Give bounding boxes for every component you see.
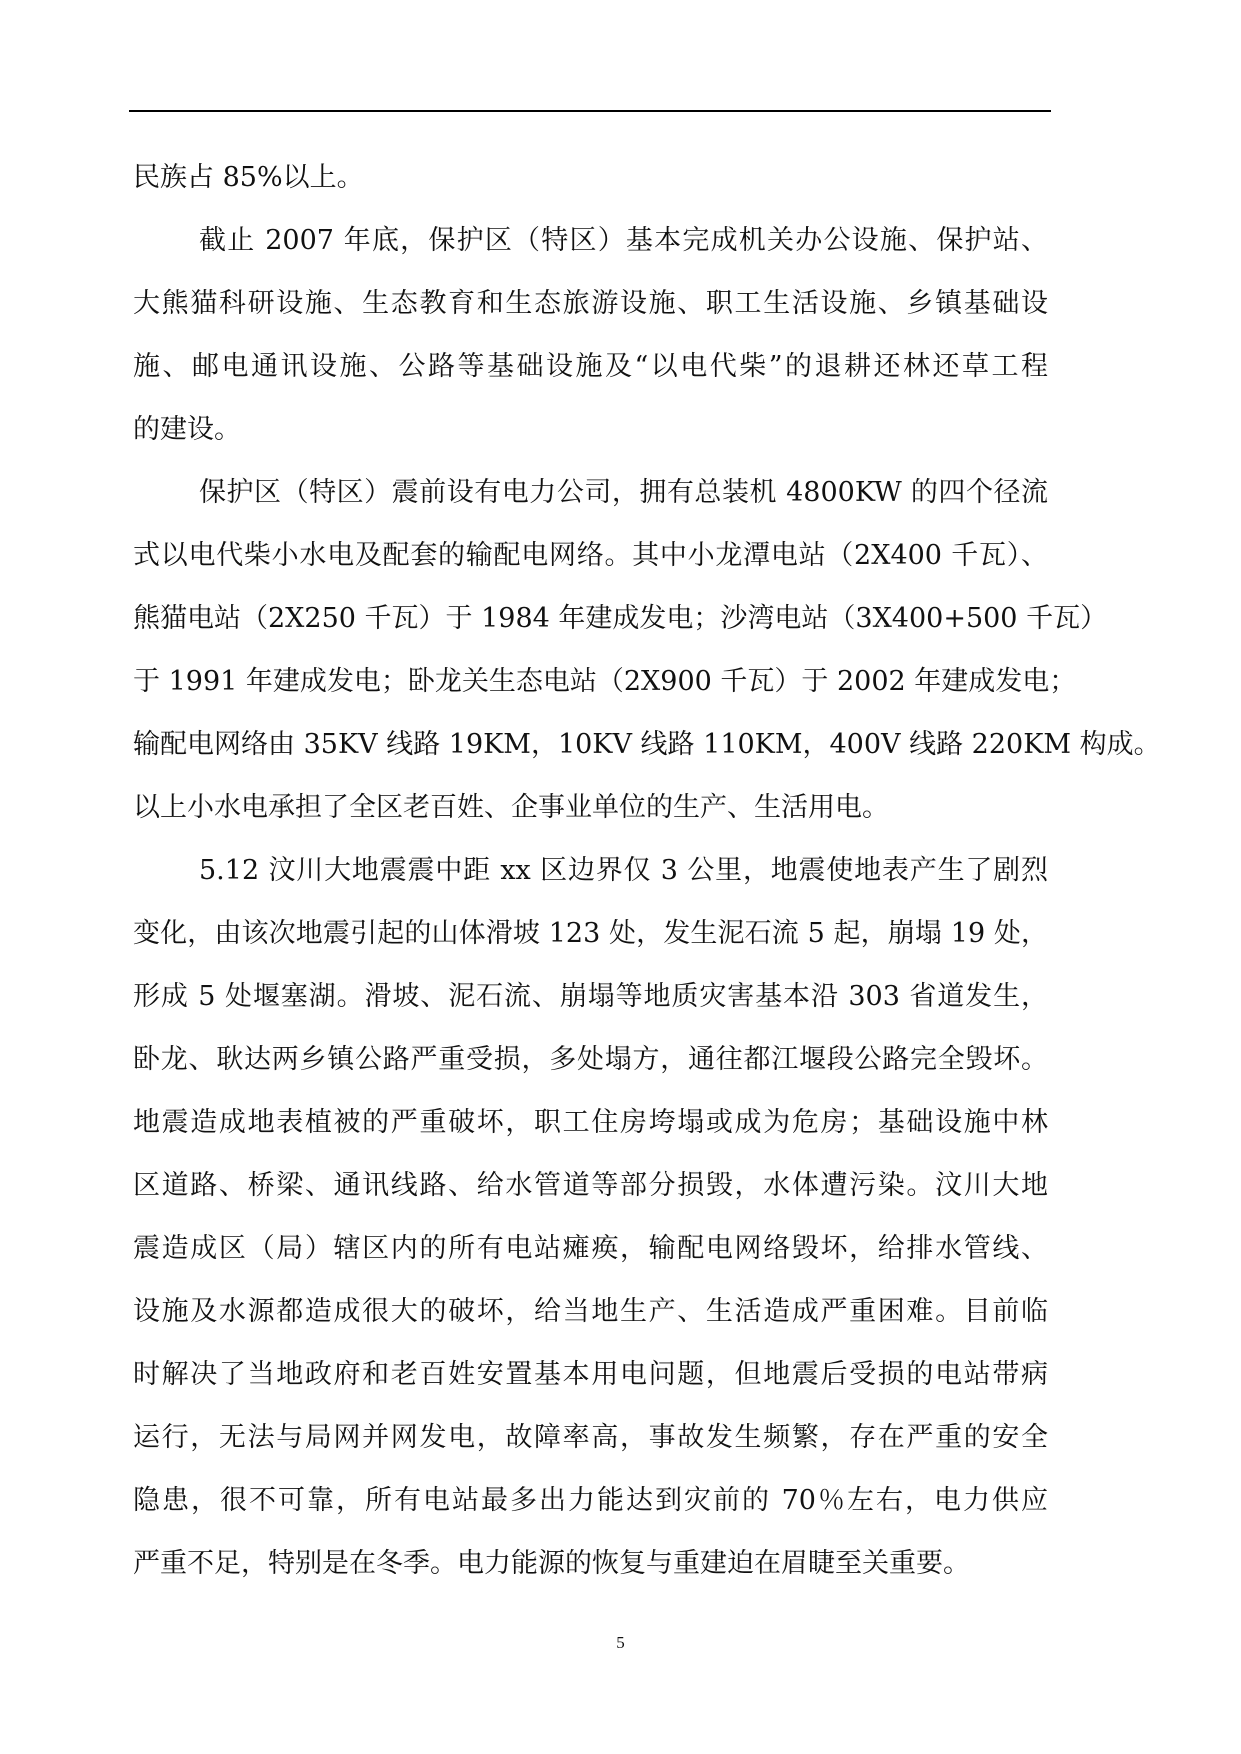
paragraph-start-line: 5.12 汶川大地震震中距 xx 区边界仅 3 公里，地震使地表产生了剧烈 [199, 855, 1048, 886]
text-line: 熊猫电站（2X250 千瓦）于 1984 年建成发电；沙湾电站（3X400+500 千瓦） [133, 603, 1108, 634]
text-line: 的建设。 [133, 414, 241, 445]
page-number: 5 [616, 1633, 625, 1652]
text-line: 于 1991 年建成发电；卧龙关生态电站（2X900 千瓦）于 2002 年建成发电； [133, 666, 1077, 697]
text-line: 严重不足，特别是在冬季。电力能源的恢复与重建迫在眉睫至关重要。 [133, 1548, 970, 1579]
text-line: 设施及水源都造成很大的破坏，给当地生产、生活造成严重困难。目前临 [133, 1296, 1048, 1327]
document-body [133, 160, 1161, 1609]
text-line: 施、邮电通讯设施、公路等基础设施及“以电代柴”的退耕还林还草工程 [133, 351, 1048, 382]
text-line: 地震造成地表植被的严重破坏，职工住房垮塌或成为危房；基础设施中林 [133, 1107, 1048, 1138]
text-line: 输配电网络由 35KV 线路 19KM，10KV 线路 110KM，400V 线路 220KM 构成。 [133, 729, 1161, 760]
paragraph-start-line: 保护区（特区）震前设有电力公司，拥有总装机 4800KW 的四个径流 [199, 477, 1048, 508]
text-line: 变化，由该次地震引起的山体滑坡 123 处，发生泥石流 5 起，崩塌 19 处， [133, 918, 1048, 949]
text-line: 民族占 85%以上。 [133, 162, 364, 193]
text-line: 区道路、桥梁、通讯线路、给水管道等部分损毁，水体遭污染。汶川大地 [133, 1170, 1048, 1201]
text-line: 震造成区（局）辖区内的所有电站瘫痪，输配电网络毁坏，给排水管线、 [133, 1233, 1048, 1264]
text-line: 以上小水电承担了全区老百姓、企事业单位的生产、生活用电。 [133, 792, 889, 823]
text-line: 隐患，很不可靠，所有电站最多出力能达到灾前的 70％左右，电力供应 [133, 1485, 1048, 1516]
text-line: 大熊猫科研设施、生态教育和生态旅游设施、职工生活设施、乡镇基础设 [133, 288, 1048, 319]
text-line: 式以电代柴小水电及配套的输配电网络。其中小龙潭电站（2X400 千瓦）、 [133, 540, 1048, 571]
header-rule [129, 110, 1051, 112]
text-line: 形成 5 处堰塞湖。滑坡、泥石流、崩塌等地质灾害基本沿 303 省道发生， [133, 981, 1048, 1012]
text-line: 卧龙、耿达两乡镇公路严重受损，多处塌方，通往都江堰段公路完全毁坏。 [133, 1044, 1048, 1075]
text-line: 时解决了当地政府和老百姓安置基本用电问题，但地震后受损的电站带病 [133, 1359, 1048, 1390]
paragraph-start-line: 截止 2007 年底，保护区（特区）基本完成机关办公设施、保护站、 [199, 225, 1048, 256]
text-line: 运行，无法与局网并网发电，故障率高，事故发生频繁，存在严重的安全 [133, 1422, 1048, 1453]
